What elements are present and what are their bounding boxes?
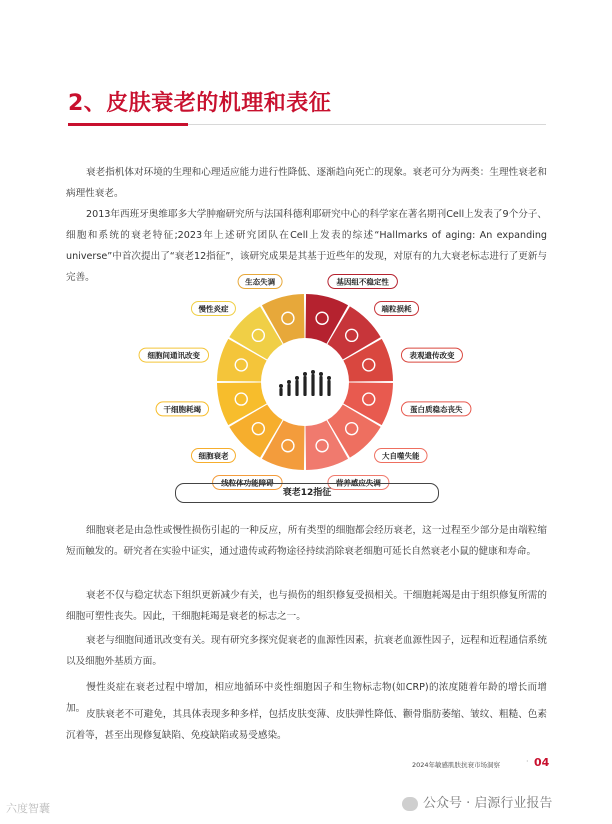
hallmark-label: 基因组不稳定性: [336, 277, 389, 287]
heading-divider-accent: [68, 123, 188, 126]
paragraph-stem-cell-exhaustion: 衰老不仅与稳定状态下组织更新减少有关，也与损伤的组织修复受损相关。干细胞耗竭是由于组织修复所需的细胞可塑性丧失。因此，干细胞耗竭是衰老的标志之一。: [66, 590, 547, 622]
hallmark-label: 端粒损耗: [381, 304, 412, 314]
paragraph-chronic-inflammation: 慢性炎症在衰老过程中增加，相应地循环中炎性细胞因子和生物标志物(如CRP)的浓度随着年龄的增长而增加。: [66, 682, 547, 714]
footer-report-title: 2024年敏感肌肤抗衰市场洞察: [412, 761, 501, 769]
aging-hallmarks-wheel: [145, 277, 465, 488]
paragraph-intercellular-communication: 衰老与细胞间通讯改变有关。现有研究多探究促衰老的血源性因素，抗衰老血源性因子，远程和近程通信系统以及细胞外基质方面。: [66, 635, 547, 667]
hallmark-label: 表观遗传改变: [409, 351, 455, 361]
hallmark-label: 生态失调: [245, 277, 276, 287]
paragraph-hallmarks-research: 2013年西班牙奥维耶多大学肿瘤研究所与法国科德利耶研究中心的科学家在著名期刊Cell上发表了9个分子、细胞和系统的衰老特征;2023年上述研究团队在Cell上发表的综述“Hallmarks of aging: An expanding universe”中首次提出了“衰老12指征”，该研究成果是其基于近些年的发现，对原有的九大衰老标志进行了更新与完善。: [66, 209, 547, 283]
paragraph-cellular-senescence: 细胞衰老是由急性或慢性损伤引起的一种反应，所有类型的细胞都会经历衰老，这一过程至少部分是由端粒缩短而触发的。研究者在实验中证实，通过遗传或药物途径持续消除衰老细胞可延长自然衰老小鼠的健康和寿命。: [66, 525, 547, 557]
footer-separator: ·: [526, 757, 529, 766]
watermark-left: 六度智囊: [6, 802, 50, 815]
watermark-right: 公众号 · 启源行业报告: [402, 792, 552, 811]
hallmark-label: 大自噬失能: [382, 451, 420, 461]
hallmark-label: 细胞衰老: [198, 451, 229, 461]
paragraph-aging-definition: 衰老指机体对环境的生理和心理适应能力进行性降低、逐渐趋向死亡的现象。衰老可分为两类：生理性衰老和病理性衰老。: [66, 167, 547, 199]
wechat-icon: [402, 797, 418, 811]
diagram-caption: 衰老12指征: [175, 483, 439, 503]
hallmark-label: 蛋白质稳态丧失: [409, 404, 463, 414]
hallmark-label: 慢性炎症: [198, 304, 229, 314]
section-heading: 2、皮肤衰老的机理和表征: [68, 91, 332, 116]
hallmark-label: 营养感应失调: [335, 478, 381, 488]
hallmark-label: 细胞间通讯改变: [147, 351, 201, 361]
paragraph-skin-aging-symptoms: 皮肤衰老不可避免，其具体表现多种多样，包括皮肤变薄、皮肤弹性降低、颧骨脂肪萎缩、皱纹、粗糙、色素沉着等，甚至出现修复缺陷、免疫缺陷或易受感染。: [66, 709, 547, 741]
page-number: 04: [534, 756, 550, 769]
evolution-silhouette-icon: [279, 370, 331, 396]
hallmark-label: 线粒体功能障碍: [221, 478, 274, 488]
hallmark-label: 干细胞耗竭: [163, 404, 202, 414]
